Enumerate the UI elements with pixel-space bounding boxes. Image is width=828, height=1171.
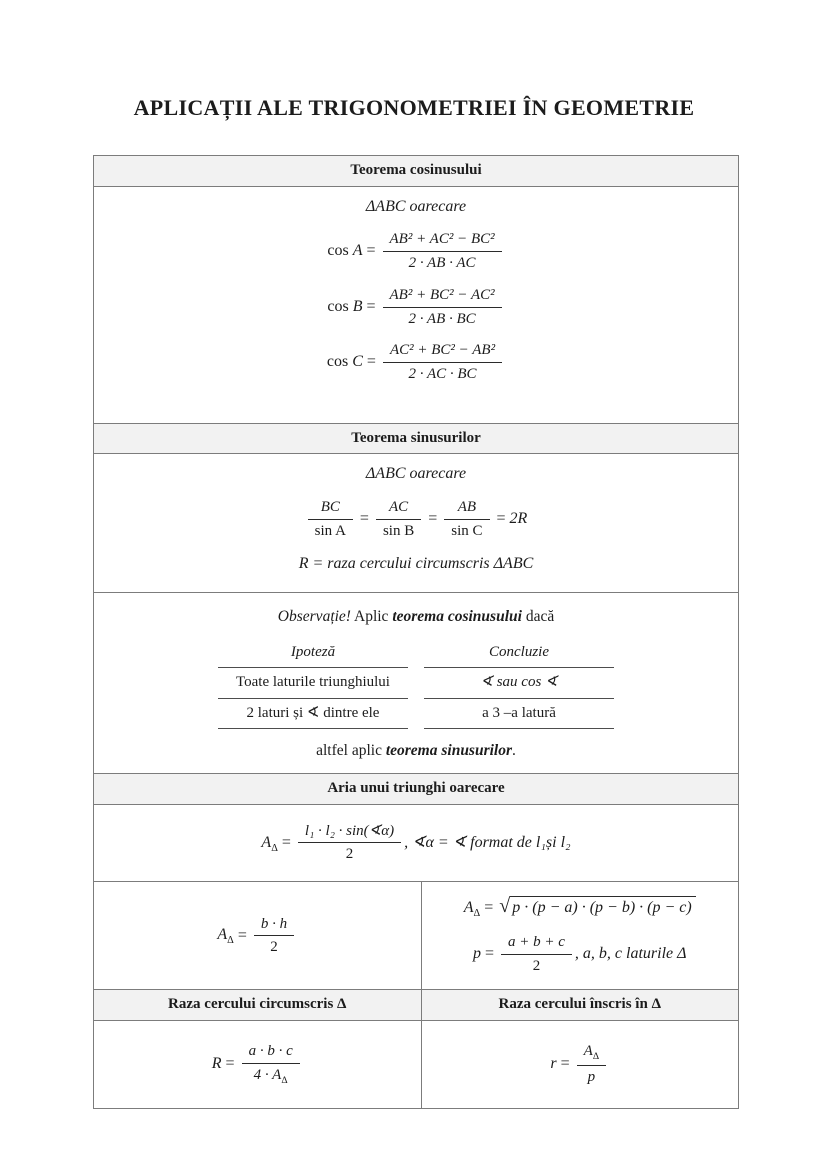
observation-intro-bold: teorema cosinusului [392, 608, 522, 626]
numerator-main: A [583, 1042, 593, 1059]
area-general-row [94, 804, 738, 882]
sine-header-row [94, 423, 738, 454]
obs-col-header-ipoteza: Ipoteză [218, 638, 408, 669]
fraction [298, 822, 401, 865]
inscribed-radius-cell [421, 1021, 739, 1108]
numerator: l₁ · l₂ · sin(∢α) [298, 822, 401, 844]
obs-cell: 2 laturi și ∢ dintre ele [218, 699, 408, 730]
area-symbol [217, 926, 234, 947]
circumscribed-radius-formula [100, 1042, 415, 1087]
denominator: p [587, 1069, 596, 1086]
observation-outro-bold: teorema sinusurilor [385, 742, 513, 760]
inscribed-radius-label: Raza cercului înscris în Δ [498, 996, 661, 1013]
fraction [577, 1042, 606, 1087]
radicand: p · (p − a) · (p − b) · (p − c) [510, 896, 695, 919]
obs-col-header-concluzie: Concluzie [424, 638, 614, 669]
obs-cell: ∢ sau cos ∢ [424, 668, 614, 699]
sine-equation [104, 498, 728, 541]
radii-header-row [94, 989, 738, 1020]
sine-header-label: Teorema sinusurilor [351, 429, 481, 446]
sine-note: R = raza cercului circumscris ΔABC [298, 554, 534, 572]
cosine-formula-c [104, 341, 728, 384]
observation-intro-normal: Aplic [354, 608, 389, 626]
circumscribed-radius-label: Raza cercului circumscris Δ [168, 996, 347, 1013]
numerator-subscript: Δ [592, 1050, 600, 1062]
numerator: AC² + BC² − AB² [383, 341, 502, 363]
heron-p-tail: , a, b, c laturile Δ [574, 944, 687, 962]
denominator: sin B [382, 522, 415, 539]
obs-header-row [218, 638, 614, 669]
page-title: APLICAȚII ALE TRIGONOMETRIEI ÎN GEOMETRIE [133, 95, 695, 120]
area-base-height-cell [94, 882, 421, 989]
sine-term-2 [376, 498, 421, 541]
equals-sign: = [366, 353, 376, 371]
denominator: 2 · AC · BC [408, 366, 477, 383]
cos-func: cos [327, 297, 349, 315]
area-base-height-formula [100, 915, 415, 958]
denominator: 2 · AB · AC [408, 255, 476, 272]
cosine-header-row [94, 156, 738, 186]
fraction [501, 933, 572, 976]
cos-func: cos [327, 242, 349, 260]
radical-sign: √ [499, 895, 511, 918]
denominator: 2 [532, 957, 541, 974]
cosine-header-label: Teorema cosinusului [350, 162, 482, 178]
denominator [242, 1064, 300, 1087]
numerator: AB² + AC² − BC² [383, 230, 502, 252]
square-root [499, 896, 695, 919]
p-letter: p [472, 944, 481, 962]
denominator: sin A [314, 522, 346, 539]
area-letter: A [217, 926, 228, 944]
area-letter: A [463, 899, 474, 917]
area-subscript: Δ [271, 842, 278, 854]
area-subscript: Δ [473, 908, 481, 920]
area-symbol [261, 833, 278, 854]
cos-var: C [352, 353, 363, 371]
numerator: a · b · c [242, 1042, 300, 1064]
numerator: AB² + BC² − AC² [383, 286, 502, 308]
cos-func: cos [326, 353, 349, 371]
equals-sign: = [496, 510, 506, 528]
area-heron-cell [421, 882, 739, 989]
sine-result: 2R [509, 510, 528, 528]
sine-subtitle: ΔABC oarecare [365, 465, 467, 483]
cos-var: A [352, 242, 363, 260]
observation-intro [104, 607, 728, 627]
numerator [577, 1042, 606, 1066]
denominator: 2 [345, 846, 354, 863]
cosine-subtitle: ΔABC oarecare [365, 197, 467, 215]
area-header-row [94, 773, 738, 804]
area-general-tail: , ∢α = ∢ format de l₁și l₂ [404, 833, 571, 851]
sine-term-3 [444, 498, 489, 541]
inscribed-radius-formula [428, 1042, 733, 1087]
numerator: a + b + c [501, 933, 572, 955]
denominator: 2 [270, 939, 278, 956]
circumscribed-radius-header [94, 990, 421, 1020]
equals-sign: = [560, 1055, 570, 1073]
equals-sign: = [366, 297, 376, 315]
obs-cell: a 3 –a latură [424, 699, 614, 730]
area-header-label: Aria unui triunghi oarecare [327, 780, 505, 797]
area-subscript: Δ [227, 935, 234, 947]
r-letter: R [211, 1055, 222, 1073]
denominator-subscript: Δ [281, 1074, 288, 1086]
numerator: b · h [254, 915, 294, 937]
equals-sign: = [237, 926, 247, 944]
obs-cell: Toate laturile triunghiului [218, 668, 408, 699]
formula-table [93, 155, 739, 1109]
equals-sign: = [428, 510, 438, 528]
fraction [383, 286, 502, 329]
heron-p-formula [428, 933, 733, 976]
equals-sign: = [359, 510, 369, 528]
denominator-main: 4 · A [253, 1066, 282, 1083]
observation-outro-end: . [512, 742, 516, 760]
heron-sqrt-formula [428, 896, 733, 921]
observation-intro-end: dacă [525, 608, 555, 626]
radii-formula-row [94, 1020, 738, 1108]
cosine-body [94, 186, 738, 423]
circumscribed-radius-cell [94, 1021, 421, 1108]
sine-term-1 [308, 498, 353, 541]
obs-row-2 [218, 699, 614, 730]
fraction [254, 915, 294, 958]
numerator: BC [308, 498, 353, 520]
area-letter: A [261, 833, 272, 851]
equals-sign: = [484, 899, 494, 917]
hypothesis-conclusion-table [202, 638, 630, 730]
observation-row [94, 592, 738, 773]
area-symbol [463, 899, 481, 920]
denominator: 2 · AB · BC [408, 310, 476, 327]
cos-var: B [352, 297, 363, 315]
observation-intro-italic: Observație! [277, 608, 351, 626]
cosine-formula-a [104, 230, 728, 273]
inscribed-radius-header [421, 990, 739, 1020]
numerator: AB [444, 498, 489, 520]
fraction [242, 1042, 300, 1087]
sine-body [94, 453, 738, 592]
equals-sign: = [366, 242, 376, 260]
area-general-formula [102, 822, 730, 865]
observation-outro [104, 741, 728, 761]
equals-sign: = [484, 944, 494, 962]
numerator: AC [376, 498, 421, 520]
r-letter: r [550, 1055, 557, 1073]
equals-sign: = [225, 1055, 235, 1073]
fraction [383, 230, 502, 273]
area-split-row [94, 881, 738, 989]
equals-sign: = [281, 833, 291, 851]
denominator: sin C [451, 522, 483, 539]
cosine-formula-b [104, 286, 728, 329]
observation-outro-normal: altfel aplic [316, 742, 382, 760]
obs-row-1 [218, 668, 614, 699]
fraction [383, 341, 502, 384]
